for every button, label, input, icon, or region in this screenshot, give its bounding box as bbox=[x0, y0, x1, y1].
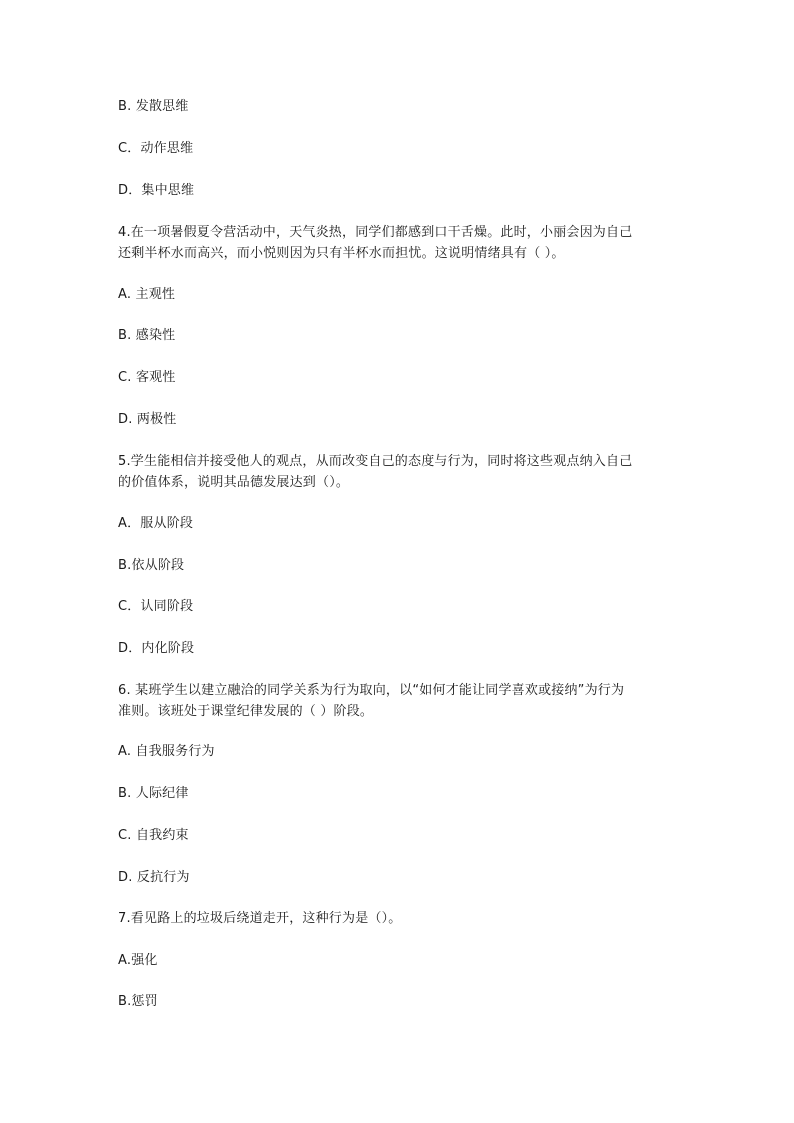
q5-option-b: B.依从阶段 bbox=[118, 558, 185, 573]
question-6-line-2: 准则。该班处于课堂纪律发展的（ ）阶段。 bbox=[118, 704, 374, 719]
q5-option-a: A．服从阶段 bbox=[118, 516, 194, 531]
q6-option-c: C. 自我约束 bbox=[118, 828, 189, 843]
q5-option-c: C．认同阶段 bbox=[118, 599, 194, 614]
q6-option-d: D. 反抗行为 bbox=[118, 870, 190, 885]
question-6-line-1: 6. 某班学生以建立融洽的同学关系为行为取向，以“如何才能让同学喜欢或接纳”为行为 bbox=[118, 683, 625, 698]
q7-option-a: A.强化 bbox=[118, 953, 158, 968]
question-7: 7.看见路上的垃圾后绕道走开，这种行为是（）。 bbox=[118, 911, 402, 926]
q4-option-a: A. 主观性 bbox=[118, 287, 176, 302]
option-d-convergent-thinking: D．集中思维 bbox=[118, 183, 195, 198]
q4-option-c: C. 客观性 bbox=[118, 370, 176, 385]
q4-option-b: B. 感染性 bbox=[118, 328, 176, 343]
q6-option-a: A. 自我服务行为 bbox=[118, 744, 215, 759]
q5-option-d: D．内化阶段 bbox=[118, 641, 195, 656]
q6-option-b: B. 人际纪律 bbox=[118, 786, 189, 801]
q4-option-d: D. 两极性 bbox=[118, 412, 177, 427]
question-4-line-1: 4.在一项暑假夏令营活动中，天气炎热，同学们都感到口干舌燥。此时，小丽会因为自己 bbox=[118, 225, 633, 240]
question-5-line-1: 5.学生能相信并接受他人的观点，从而改变自己的态度与行为，同时将这些观点纳入自己 bbox=[118, 454, 633, 469]
question-5-line-2: 的价值体系，说明其品德发展达到（）。 bbox=[118, 475, 350, 490]
option-c-action-thinking: C．动作思维 bbox=[118, 141, 194, 156]
question-4-line-2: 还剩半杯水而高兴，而小悦则因为只有半杯水而担忧。这说明情绪具有（ ）。 bbox=[118, 246, 565, 261]
q7-option-b: B.惩罚 bbox=[118, 994, 158, 1009]
option-b-divergent-thinking: B. 发散思维 bbox=[118, 99, 189, 114]
